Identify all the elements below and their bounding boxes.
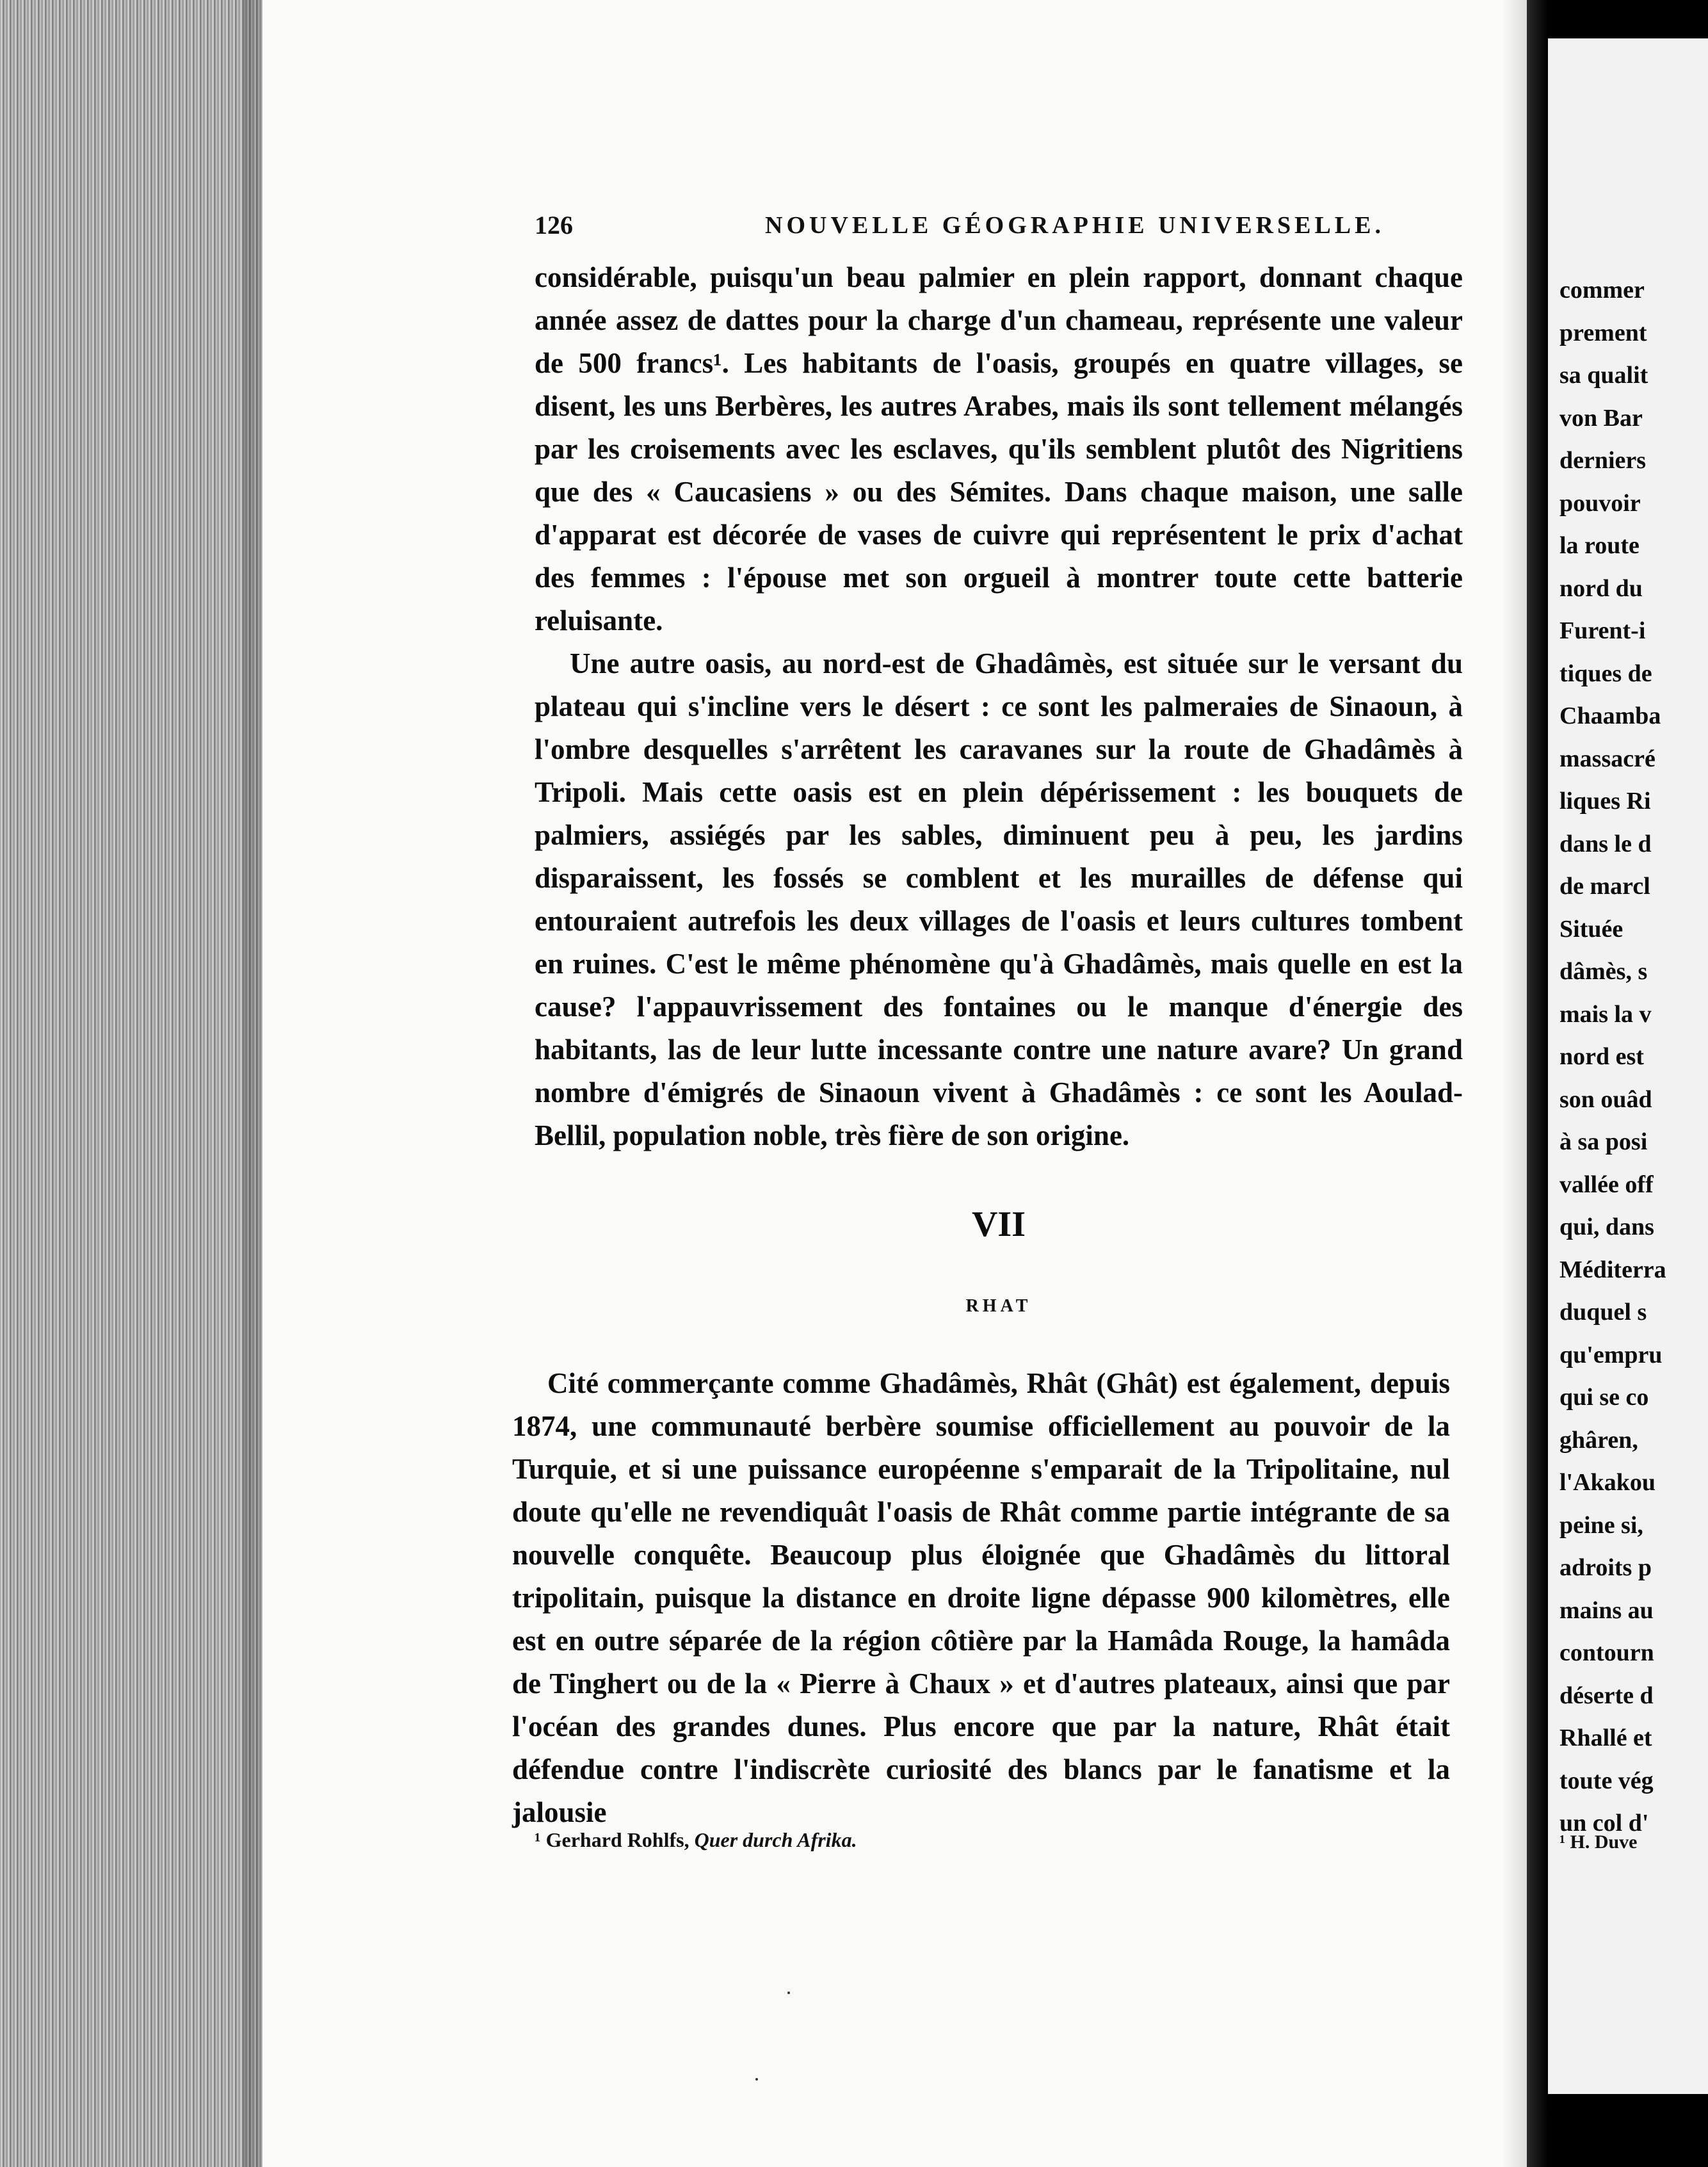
- right-page-line: dans le d: [1559, 830, 1652, 857]
- body-text: [535, 256, 1463, 1157]
- right-page-line: commer: [1559, 277, 1645, 304]
- right-page: [1548, 38, 1708, 2094]
- right-page-text: [1559, 269, 1708, 1845]
- right-page-line: contourn: [1559, 1639, 1654, 1666]
- right-page-line: Furent-i: [1559, 617, 1646, 644]
- right-page-line: Chaamba: [1559, 702, 1661, 729]
- paragraph: Une autre oasis, au nord-est de Ghadâmès, est située sur le versant du plateau qui s'incline vers le désert : ce sont les palmeraies de Sinaoun, à l'ombre desquelles s'arrêtent les caravanes sur la route de Ghadâmès à Tripoli. Mais cette oasis est en plein dépérissement : les bouquets de palmiers, assiégés par les sables, diminuent peu à peu, les jardins disparaissent, les fossés se comblent et les murailles de défense qui entouraient autrefois les deux villages de l'oasis et leurs cultures tombent en ruines. C'est le même phénomène qu'à Ghadâmès, mais quelle en est la cause? l'appauvrissement des fontaines ou le manque d'énergie des habitants, las de leur lutte incessante contre une nature avare? Un grand nombre d'émigrés de Sinaoun vivent à Ghadâmès : ce sont les Aoulad-Bellil, population noble, très fière de son origine.: [535, 647, 1463, 1151]
- section-number: VII: [971, 1205, 1026, 1244]
- right-page-line: qu'empru: [1559, 1341, 1663, 1368]
- right-page-line: derniers: [1559, 447, 1647, 474]
- right-page-line: vallée off: [1559, 1171, 1654, 1198]
- right-page-line: Située: [1559, 915, 1623, 943]
- right-page-footnote: ¹ H. Duve: [1559, 1831, 1638, 1853]
- right-page-line: tiques de: [1559, 660, 1652, 687]
- right-page-line: mains au: [1559, 1596, 1654, 1624]
- paragraph: considérable, puisqu'un beau palmier en plein rapport, donnant chaque année assez de dattes pour la charge d'un chameau, représente une valeur de 500 francs¹. Les habitants de l'oasis, groupés en quatre villages, se disent, les uns Berbères, les autres Arabes, mais ils sont tellement mélangés par les croisements avec les esclaves, qu'ils semblent plutôt des Nigritiens que des « Caucasiens » ou des Sémites. Dans chaque maison, une salle d'apparat est décorée de vases de cuivre qui représentent le prix d'achat des femmes : l'épouse met son orgueil à montrer toute cette batterie reluisante.: [535, 261, 1463, 637]
- right-page-line: duquel s: [1559, 1299, 1647, 1326]
- right-page-line: peine si,: [1559, 1511, 1643, 1539]
- page-number: 126: [535, 211, 573, 239]
- right-page-line: qui, dans: [1559, 1213, 1654, 1240]
- right-page-line: la route: [1559, 532, 1640, 559]
- right-page-line: Rhallé et: [1559, 1725, 1652, 1751]
- right-page-line: pouvoir: [1559, 489, 1641, 517]
- body-text-section: [512, 1362, 1450, 1834]
- right-page-line: adroits p: [1559, 1554, 1652, 1581]
- right-page-line: qui se co: [1559, 1384, 1649, 1411]
- footnote-marker: ¹: [535, 1828, 541, 1851]
- book-page-edge: [0, 0, 269, 2167]
- right-page-line: toute vég: [1559, 1767, 1654, 1794]
- right-page-line: à sa posi: [1559, 1128, 1648, 1155]
- right-page-line: nord est: [1559, 1043, 1644, 1070]
- right-page-line: déserte d: [1559, 1682, 1654, 1709]
- right-page-line: sa qualit: [1559, 362, 1648, 389]
- right-page-line: von Bar: [1559, 404, 1643, 432]
- right-page-line: Méditerra: [1559, 1256, 1666, 1283]
- running-title: NOUVELLE GÉOGRAPHIE UNIVERSELLE.: [765, 212, 1385, 239]
- section-title: RHAT: [965, 1296, 1032, 1316]
- footnote: [535, 1828, 1463, 1852]
- right-page-line: prement: [1559, 319, 1647, 346]
- right-page-line: de marcl: [1559, 873, 1650, 900]
- footnote-author: Gerhard Rohlfs,: [545, 1828, 689, 1851]
- right-page-line: ghâren,: [1559, 1426, 1638, 1454]
- right-page-line: l'Akakou: [1559, 1469, 1656, 1496]
- right-page-line: mais la v: [1559, 1000, 1652, 1028]
- book-gutter: [1527, 0, 1548, 2167]
- page-header: [535, 210, 1456, 248]
- right-page-line: massacré: [1559, 745, 1656, 772]
- right-page-line: dâmès, s: [1559, 958, 1648, 985]
- scan-speck: [755, 2078, 758, 2081]
- right-page-line: un col d': [1559, 1810, 1649, 1837]
- right-page-line: liques Ri: [1559, 788, 1651, 815]
- footnote-work: Quer durch Afrika.: [694, 1828, 857, 1851]
- right-page-line: nord du: [1559, 574, 1643, 602]
- paragraph: Cité commerçante comme Ghadâmès, Rhât (Ghât) est également, depuis 1874, une communauté berbère soumise officiellement au pouvoir de la Turquie, et si une puissance européenne s'emparait de la Tripolitaine, nul doute qu'elle ne revendiquât l'oasis de Rhât comme partie intégrante de sa nouvelle conquête. Beaucoup plus éloignée que Ghadâmès du littoral tripolitain, puisque la distance en droite ligne dépasse 900 kilomètres, elle est en outre séparée de la région côtière par la Hamâda Rouge, la hamâda de Tinghert ou de la « Pierre à Chaux » et d'autres plateaux, ainsi que par l'océan des grandes dunes. Plus encore que par la nature, Rhât était défendue contre l'indiscrète curiosité des blancs par le fanatisme et la jalousie: [512, 1367, 1450, 1828]
- right-page-line: son ouâd: [1559, 1085, 1652, 1113]
- scan-speck: [787, 1992, 790, 1994]
